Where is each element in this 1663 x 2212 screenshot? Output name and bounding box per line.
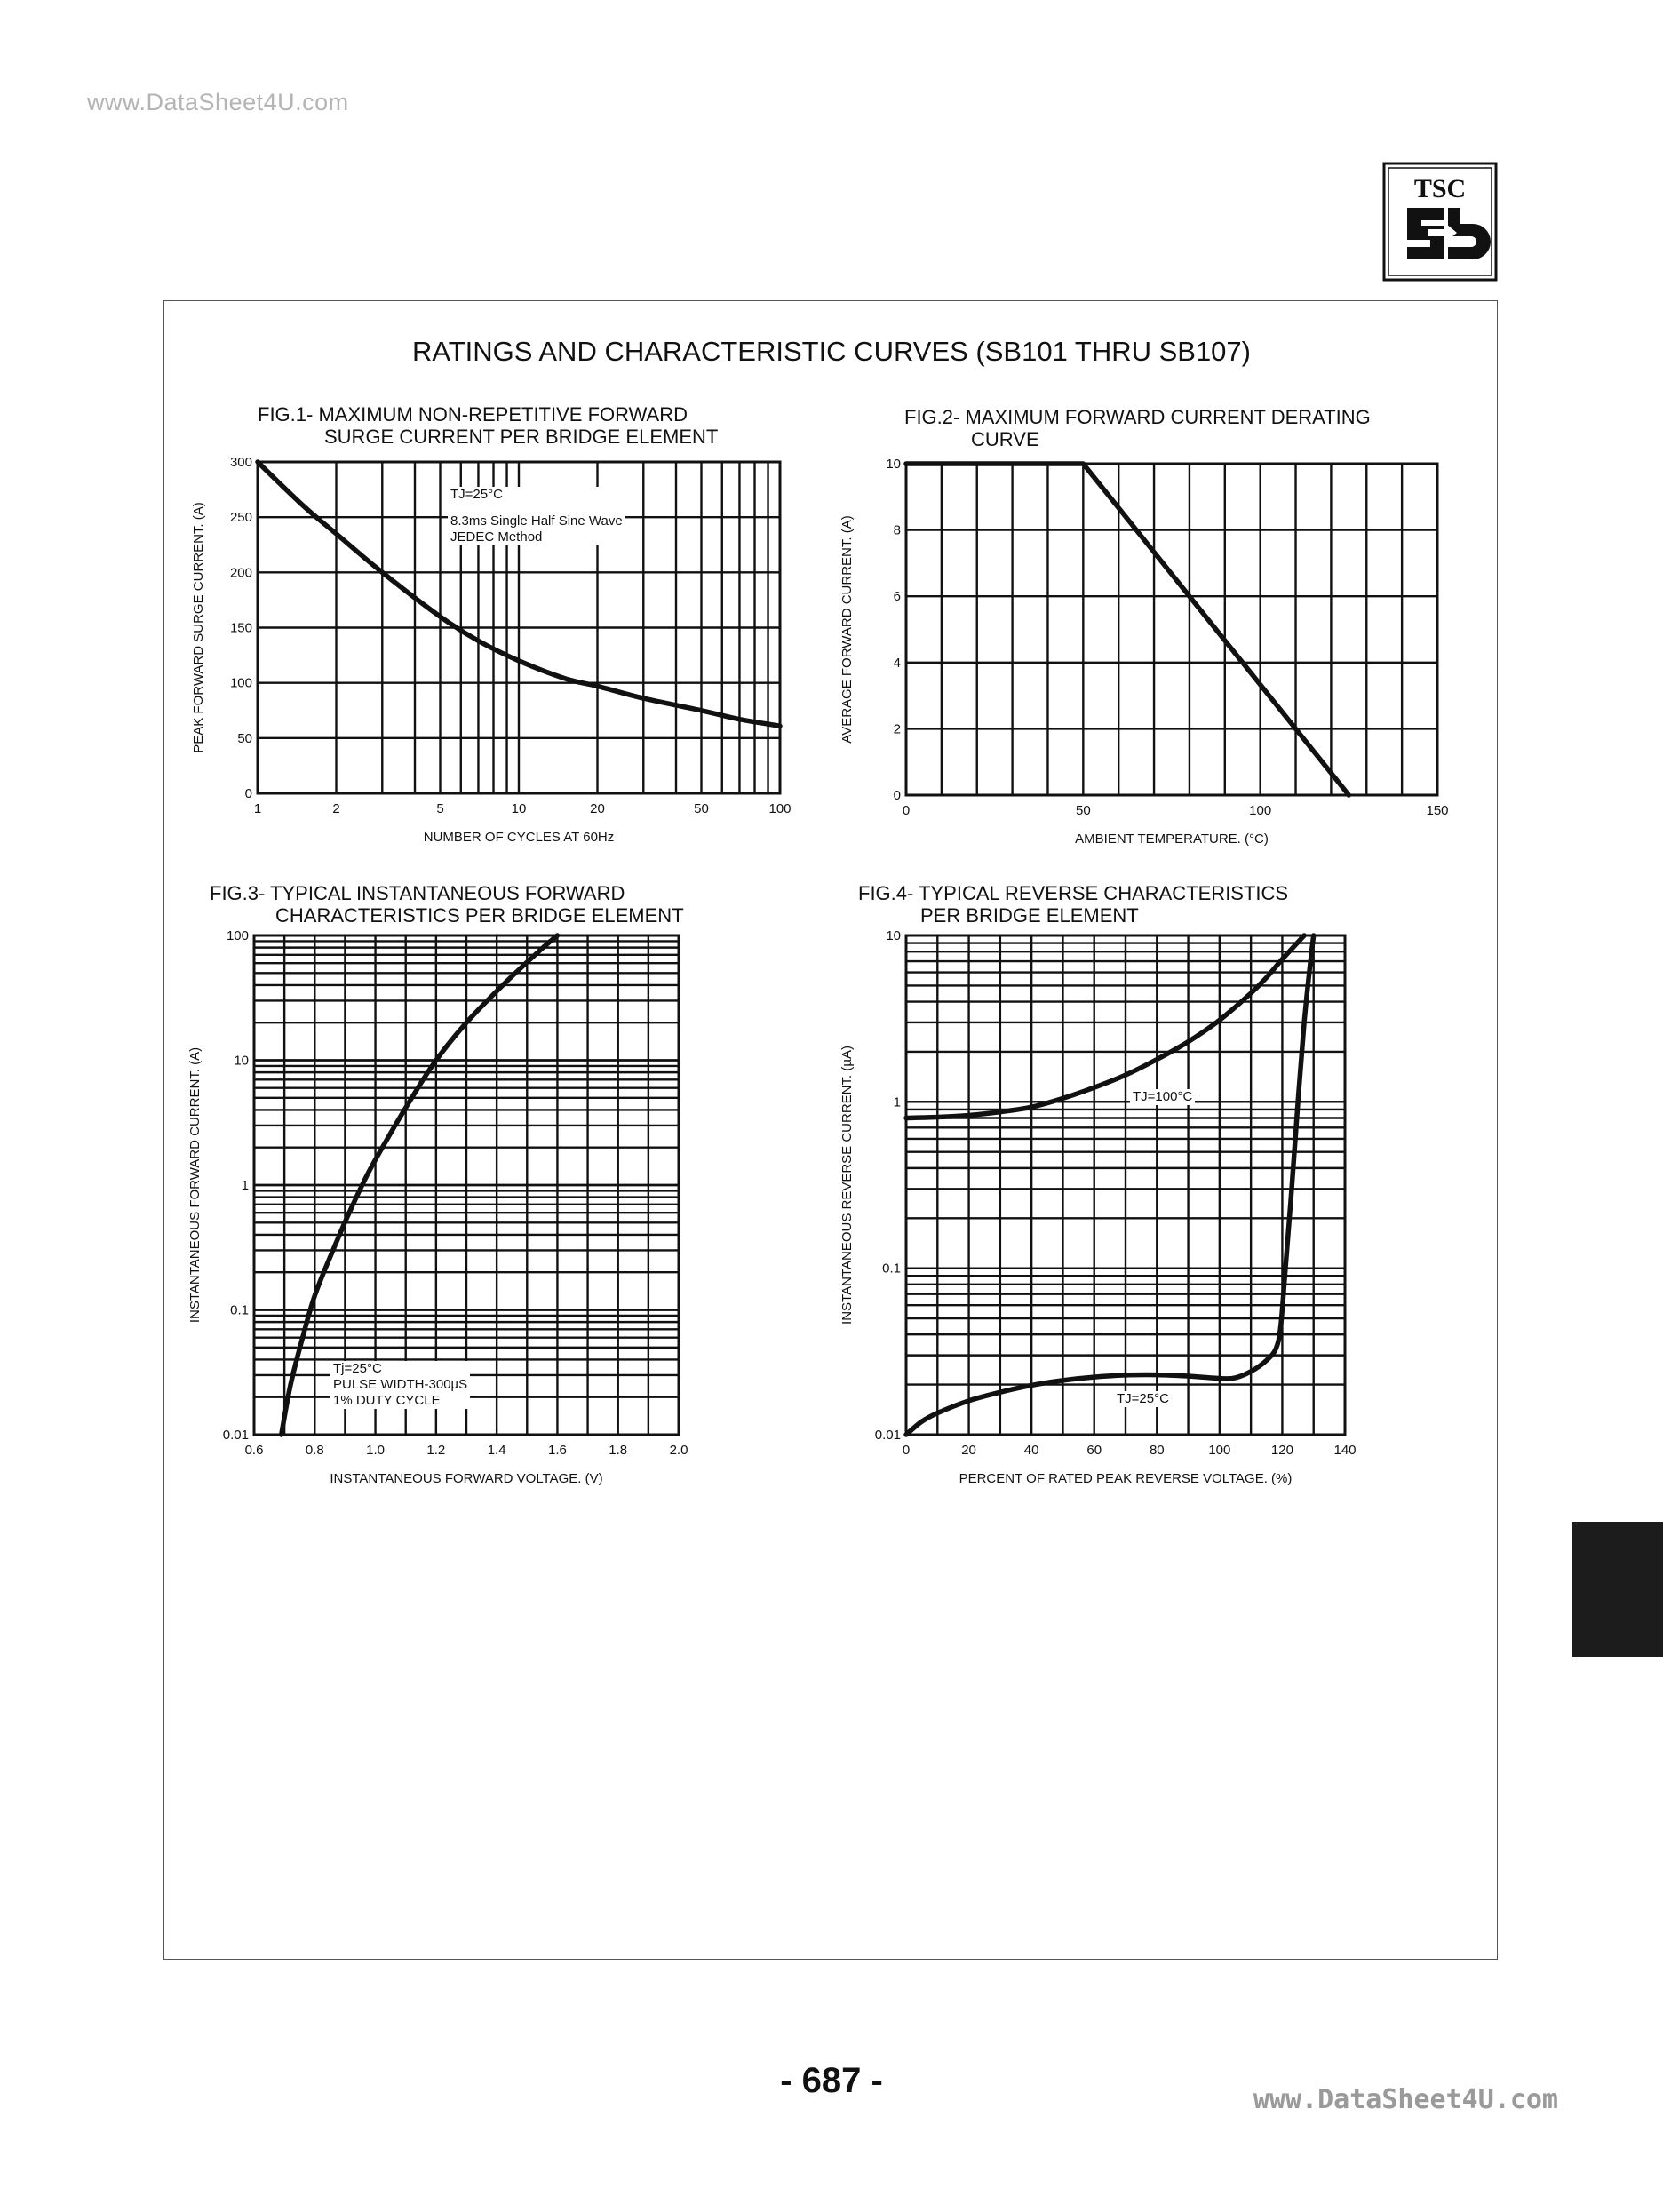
page-title: RATINGS AND CHARACTERISTIC CURVES (SB101 THRU SB107): [411, 336, 1251, 367]
x-tick-label: 2: [332, 801, 340, 816]
grid: [906, 464, 1437, 795]
x-tick-label: 0: [902, 1443, 911, 1458]
tsc-logo: [1382, 162, 1498, 282]
fig4-title: FIG.4- TYPICAL REVERSE CHARACTERISTICS PER BRIDGE ELEMENT: [858, 882, 1289, 927]
x-tick-label: 1.6: [547, 1443, 567, 1458]
fig1-annotation: TJ=25°C 8.3ms Single Half Sine Wave JEDEC Method: [448, 487, 625, 545]
y-tick-label: 50: [237, 730, 252, 746]
x-tick-label: 1.8: [609, 1443, 628, 1458]
y-tick-label: 100: [226, 928, 249, 943]
x-axis-label: NUMBER OF CYCLES AT 60Hz: [423, 830, 615, 845]
x-tick-label: 20: [961, 1443, 976, 1458]
x-tick-label: 100: [768, 801, 792, 816]
y-axis-label: INSTANTANEOUS REVERSE CURRENT. (µA): [839, 1046, 855, 1325]
x-tick-label: 20: [590, 801, 605, 816]
x-axis-label: AMBIENT TEMPERATURE. (°C): [1075, 831, 1269, 847]
x-tick-label: 1: [253, 801, 262, 816]
x-tick-label: 80: [1149, 1443, 1165, 1458]
x-tick-label: 140: [1333, 1443, 1357, 1458]
grid: [906, 935, 1345, 1435]
x-tick-label: 100: [1249, 803, 1272, 818]
y-tick-label: 0.01: [874, 1428, 901, 1443]
series-line-0: [906, 464, 1349, 795]
x-tick-label: 60: [1086, 1443, 1102, 1458]
x-tick-label: 10: [511, 801, 527, 816]
y-tick-label: 0.01: [222, 1428, 249, 1443]
page-number: - 687 -: [780, 2061, 883, 2100]
y-tick-label: 200: [229, 565, 252, 581]
x-tick-label: 0: [902, 803, 911, 818]
y-tick-label: 0.1: [882, 1261, 901, 1277]
x-tick-label: 100: [1208, 1443, 1231, 1458]
x-tick-label: 40: [1023, 1443, 1039, 1458]
x-tick-label: 150: [1426, 803, 1449, 818]
x-tick-label: 1.0: [366, 1443, 386, 1458]
y-axis-label: AVERAGE FORWARD CURRENT. (A): [839, 515, 855, 744]
fig3-chart: [160, 919, 746, 1510]
watermark-bottom: www.DataSheet4U.com: [1253, 2084, 1558, 2115]
y-tick-label: 0: [893, 788, 901, 803]
y-tick-label: 300: [229, 455, 252, 470]
y-tick-label: 1: [241, 1178, 249, 1193]
y-tick-label: 1: [893, 1094, 901, 1110]
y-tick-label: 150: [229, 620, 252, 636]
x-tick-label: 0.6: [244, 1443, 264, 1458]
x-tick-label: 0.8: [305, 1443, 324, 1458]
y-tick-label: 250: [229, 510, 252, 526]
series-line-0: [906, 935, 1304, 1118]
y-tick-label: 2: [893, 721, 901, 737]
x-tick-label: 1.2: [426, 1443, 446, 1458]
x-tick-label: 5: [436, 801, 444, 816]
plot-border: [906, 464, 1437, 795]
fig3-title: FIG.3- TYPICAL INSTANTANEOUS FORWARD CHARACTERISTICS PER BRIDGE ELEMENT: [210, 882, 684, 927]
y-tick-label: 0.1: [230, 1302, 249, 1318]
y-tick-label: 0: [244, 786, 252, 801]
fig2-title: FIG.2- MAXIMUM FORWARD CURRENT DERATING CURVE: [904, 406, 1371, 450]
x-axis-label: INSTANTANEOUS FORWARD VOLTAGE. (V): [330, 1471, 603, 1486]
y-tick-label: 4: [893, 655, 901, 671]
grid: [254, 935, 679, 1435]
x-tick-label: 50: [694, 801, 709, 816]
y-tick-label: 10: [234, 1053, 249, 1069]
y-tick-label: 8: [893, 522, 901, 538]
logo-text: TSC: [1413, 174, 1467, 203]
fig4-label-tj100: TJ=100°C: [1130, 1089, 1195, 1105]
fig2-chart: [817, 444, 1457, 847]
y-tick-label: 10: [886, 457, 901, 472]
fig4-label-tj25: TJ=25°C: [1114, 1391, 1172, 1407]
x-tick-label: 1.4: [487, 1443, 506, 1458]
x-axis-label: PERCENT OF RATED PEAK REVERSE VOLTAGE. (%): [959, 1471, 1293, 1486]
fig4-chart: [817, 919, 1404, 1510]
y-axis-label: PEAK FORWARD SURGE CURRENT. (A): [191, 502, 206, 753]
section-tab: [1572, 1522, 1663, 1657]
watermark-top: www.DataSheet4U.com: [87, 89, 349, 115]
y-axis-label: INSTANTANEOUS FORWARD CURRENT. (A): [187, 1046, 203, 1324]
series-line-1: [906, 935, 1314, 1435]
y-tick-label: 100: [229, 675, 252, 691]
x-tick-label: 2.0: [669, 1443, 688, 1458]
x-tick-label: 50: [1075, 803, 1091, 818]
y-tick-label: 10: [886, 928, 901, 943]
y-tick-label: 6: [893, 589, 901, 605]
fig1-title: FIG.1- MAXIMUM NON-REPETITIVE FORWARD SURGE CURRENT PER BRIDGE ELEMENT: [258, 403, 719, 448]
fig3-annotation: Tj=25°C PULSE WIDTH-300µS 1% DUTY CYCLE: [330, 1361, 470, 1409]
x-tick-label: 120: [1270, 1443, 1293, 1458]
